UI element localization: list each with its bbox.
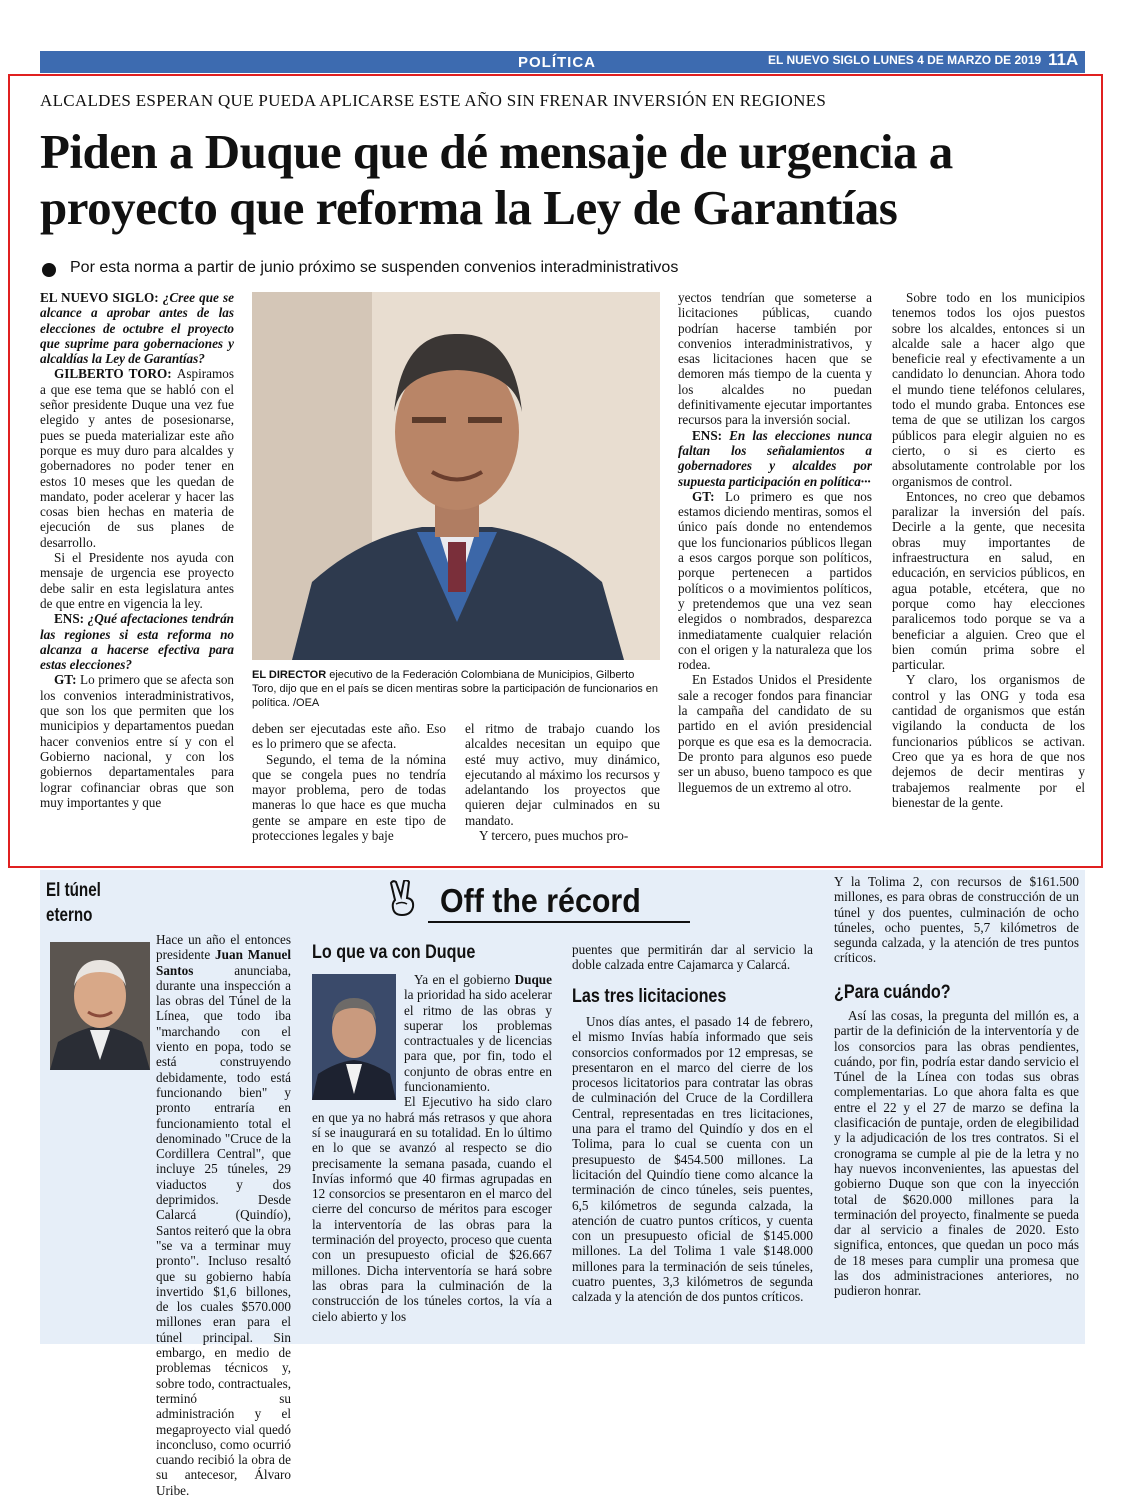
- paragraph: [678, 489, 872, 673]
- paragraph: [678, 428, 872, 489]
- caption-text: ejecutivo de la Federación Colombiana de Municipios, Gilberto Toro, dijo que en el país se dicen mentiras sobre la participación de funcionarios en política. /OEA: [252, 669, 659, 709]
- paragraph: Si el Presidente nos ayuda con mensaje de urgencia ese proyecto debe salir en esta legislatura antes de que entre en vigencia la ley.: [40, 550, 234, 611]
- licitaciones-text: [572, 1014, 813, 1305]
- answer: Lo primero que se afecta son los convenios interadministrativos, que son los que permiten que los municipios y departamentos puedan hacer convenios entre sí y con el Gobierno nacional, y con los gobiernos departamentales para lograr cofinanciar obras que son muy importantes y que: [40, 672, 235, 810]
- paragraph: [40, 290, 234, 366]
- speaker-label: GILBERTO TORO:: [54, 366, 177, 382]
- answer: Aspiramos a que ese tema que se habló con el señor presidente Duque una vez fue elegido y antes de posesionarse, pues se pueda materializar este año porque es muy duro para alcaldes y gobernadores no poder tener en estos 10 meses que les quedan de mandato, poder acelerar y hacer las cosas bien hechas en materia de ejecución de sus planes de desarrollo.: [40, 366, 234, 550]
- paragraph: [40, 366, 234, 550]
- dateline: EL NUEVO SIGLO LUNES 4 DE MARZO DE 2019: [768, 53, 1042, 67]
- tunel-column: [40, 932, 291, 1498]
- question: ¿Qué afectaciones tendrán las regiones si esta reforma no alcanza a hacerse efectiva para estas elecciones?: [40, 611, 234, 673]
- page-number: 11A: [1048, 50, 1079, 69]
- duque-column: [312, 972, 552, 1324]
- peace-hand-icon: [386, 880, 420, 916]
- cuando-column: [834, 874, 1079, 966]
- paragraph: El Ejecutivo ha sido claro en que ya no habrá más retrasos y que ahora sí se inaugurará en su totalidad. En lo último en lo que se avanzó al respecto se dio precisamente la semana pasada, cuando el Invías informó que 40 firmas agrupadas en 12 consorcios se presentaron en el marco del cierre del concurso de méritos para escoger la interventoría de las obras para la terminación del proyecto, proceso que cuenta con un presupuesto oficial de $26.667 millones. Dicha interventoría se hará sobre las obras para la culminación de la construcción de los túneles cortos, la vía a cielo abierto y los: [312, 1094, 552, 1324]
- section-title-tunel: El túnel eterno: [46, 880, 101, 926]
- question: En las elecciones nunca faltan los señalamientos a gobernadores y alcaldes por supuesta participación en política···: [678, 427, 873, 489]
- headline: Piden a Duque que dé mensaje de urgencia a proyecto que reforma la Ley de Garantías: [40, 124, 953, 235]
- paragraph: el ritmo de trabajo cuando los alcaldes necesitan un equipo que esté muy activo, muy dinámico, ejecutando al máximo los recursos y adelantando los proyectos que quieren dejar culminados en su mandato.: [465, 721, 660, 828]
- article-column-5: [892, 290, 1085, 810]
- kicker: ALCALDES ESPERAN QUE PUEDA APLICARSE ESTE AÑO SIN FRENAR INVERSIÓN EN REGIONES: [40, 91, 827, 110]
- bullet-icon: [42, 263, 56, 277]
- paragraph: Y la Tolima 2, con recursos de $161.500 millones, es para obras de construcción de un túnel y dos puentes, culminación de ocho túneles, ocho puentes, 5,7 kilómetros de segunda calzada, y la atención de tres puntos críticos.: [834, 874, 1079, 966]
- paragraph: Así las cosas, la pregunta del millón es, a partir de la definición de la interventoría y de los consorcios para las obras pendientes, cuándo, por fin, podría estar dando servicio el Túnel de la Línea con todas sus obras complementarias. Lo que ahora falta es que entre el 22 y el 27 de marzo se defina la clasificación de puntaje, orden de elegibilidad y la adjudicación de los tres contratos. Si el cronograma se cumple al pie de la letra y no hay nuevos inconvenientes, las apuestas del gobierno Duque son que con la inyección total de $620.000 millones para la terminación del proyecto, finalmente se pueda dar al servicio a finales de 2020. Esto significa, entonces, que quedan un poco más de 18 meses para cumplir una promesa que las dos administraciones anteriores, no pudieron honrar.: [834, 1008, 1079, 1299]
- person-name: Juan Manuel Santos: [156, 947, 291, 978]
- paragraph: yectos tendrían que someterse a licitaciones públicas, cuando podrían hacerse también por convenios interadministrativos, y esas licitaciones hacen que se demoren más tiempo de la cuenta y los alcaldes no puedan definitivamente ejecutar importantes recursos para la inversión social.: [678, 290, 872, 428]
- paragraph: Y claro, los organismos de control y las ONG y toda esa cantidad de organismos que están vigilando la conducta de los funcionarios públicos se activan. Creo que ya es hora de que nos dejemos de decir mentiras y trabajemos realmente por el bienestar de la gente.: [892, 672, 1085, 810]
- article-column-4: [678, 290, 872, 795]
- paragraph: puentes que permitirán dar al servicio la doble calzada entre Cajamarca y Calarcá.: [572, 942, 813, 973]
- paragraph: Sobre todo en los municipios tenemos todos los ojos puestos sobre los alcaldes, entonces si un alcalde sale a hacer algo que beneficie real y efectivamente a un candidato lo denuncian. Ahora todo el mundo tiene teléfonos celulares, todo el mundo graba. Entonces ese tema de que se utilizan los cargos públicos para elegir alguien no es cierto, o si es cierto es absolutamente controlable por los organismos de control.: [892, 290, 1085, 489]
- paragraph: Segundo, el tema de la nómina que se congela pues no tendría mayor problema, pero de todas maneras lo que hace es que mucha gente se ampare en este tipo de protecciones legales y baje: [252, 751, 446, 844]
- section-title-cuando: ¿Para cuándo?: [834, 982, 951, 1003]
- speaker-label: ENS:: [692, 427, 730, 443]
- subheadline: Por esta norma a partir de junio próximo se suspenden convenios interadministrativos: [70, 259, 679, 276]
- paragraph: Y tercero, pues muchos pro-: [479, 828, 629, 844]
- speaker-label: EL NUEVO SIGLO:: [40, 290, 163, 305]
- off-the-record-title: Off the récord: [440, 882, 641, 919]
- paragraph: [40, 611, 234, 672]
- licitaciones-column: [572, 942, 813, 973]
- paragraph: Unos días antes, el pasado 14 de febrero, el mismo Invías había informado que seis consorcios conformados por 12 empresas, se presentaron en el marco del cierre de los procesos licitatorios para contratar las obras de culminación del Cruce de la Cordillera Central, representadas en tres licitaciones, una para el tramo del Quindío y dos en el Tolima, para lo cual se cuenta con un presupuesto de $454.500 millones. La licitación del Quindío tiene como alcance la terminación de cinco túneles, seis puentes, 6,5 kilómetros de segunda calzada, la atención de cuatro puntos críticos, y cuenta con un presupuesto oficial de $145.000 millones. La del Tolima 1 vale $148.000 millones para la terminación de seis túneles, cuatro puentes, 3,3 kilómetros de segunda calzada y la atención de dos puntos críticos.: [572, 1014, 813, 1305]
- paragraph: [40, 672, 234, 810]
- paragraph: En Estados Unidos el Presidente sale a recoger fondos para financiar la campaña del candidato de su partido en el avión presidencial porque es que esa es la democracia. De pronto para algunos eso puede ser un abuso, bueno tampoco es que lleguemos de un extremo al otro.: [678, 672, 872, 795]
- cuando-text: [834, 1008, 1079, 1299]
- speaker-label: GT:: [54, 672, 81, 688]
- article-column-1: [40, 290, 234, 810]
- question: ¿Cree que se alcance a aprobar antes de las elecciones de octubre el proyecto que suprime para gobernaciones y alcaldías la Ley de Garantías?: [40, 290, 234, 367]
- answer: Lo primero es que nos estamos diciendo mentiras, somos el único país donde no entendemos que los funcionarios públicos llegan a esos cargos porque son políticos, porque pertenecen a partidos políticos o a movimientos políticos, y pretendemos que una vez sean elegidos o nombrados, desparezca inmediatamente cualquier relación con el origen y la naturaleza que los rodea.: [678, 488, 872, 673]
- portrait-photo: [252, 292, 660, 660]
- section-title-licitaciones: Las tres licitaciones: [572, 986, 727, 1007]
- paragraph: Ya en el gobierno Duque la prioridad ha sido acelerar el ritmo de las obras y superar los problemas contractuales y de licencias para que, por fin, todo el conjunto de obras entre en funcionamiento.: [404, 972, 552, 1095]
- article-column-3: [465, 721, 660, 843]
- person-name: Duque: [514, 972, 552, 987]
- title-underline: [428, 921, 690, 923]
- article-column-2: [252, 721, 446, 843]
- caption-lead: EL DIRECTOR: [252, 669, 327, 681]
- photo-caption: [252, 668, 660, 710]
- section-title-duque: Lo que va con Duque: [312, 942, 476, 963]
- paragraph: Hace un año el entonces presidente Juan Manuel Santos anunciaba, durante una inspección a las obras del Túnel de la Línea, que todo iba "marchando con el viento en popa, todo se está construyendo debidamente, todo está funcionando bien" y pronto entraría en funcionamiento total el denominado "Cruce de la Cordillera Central", que incluye 25 túneles, 29 viaductos y dos deprimidos. Desde Calarcá (Quindío), Santos reiteró que la obra "se va a terminar muy pronto". Incluso resaltó que su gobierno había invertido $1,6 billones, de los cuales $570.000 millones eran para el túnel principal. Sin embargo, en medio de problemas técnicos y, sobre todo, contractuales, terminó su administración y el megaproyecto vial quedó inconcluso, como ocurrió cuando recibió la obra de su antecesor, Álvaro Uribe.: [156, 932, 291, 1498]
- speaker-label: ENS:: [54, 611, 88, 627]
- paragraph: Entonces, no creo que debamos paralizar la inversión del país. Decirle a la gente, que necesita obras muy importantes de infraestructura en salud, en educación, en servicios públicos, en agua potable, etcétera, que no porque como hay elecciones paralicemos todo porque se va a beneficiar a alguien. Creo que el bien común prima sobre el particular.: [892, 488, 1085, 673]
- section-label: POLÍTICA: [518, 54, 596, 71]
- speaker-label: GT:: [692, 488, 726, 504]
- paragraph: deben ser ejecutadas este año. Eso es lo primero que se afecta.: [252, 721, 446, 752]
